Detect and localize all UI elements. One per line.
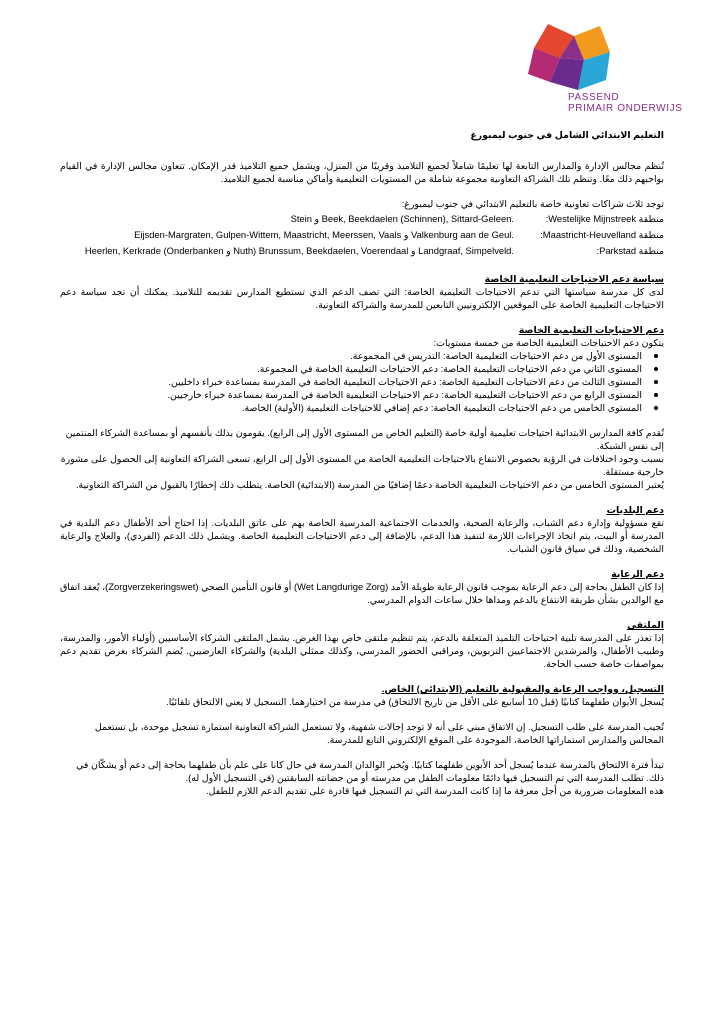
logo-text-line2: PRIMAIR ONDERWIJS xyxy=(568,103,683,114)
region-row xyxy=(60,228,664,244)
municipalities-heading: دعم البلديات xyxy=(606,504,664,515)
registration-paragraph-2: تُجيب المدرسة على طلب التسجيل. إن الاتفاق مبني على أنه لا توجد إحالات شفهية، ولا تستعمل الشراكة التعاونية استمارة تسجيل موحدة، بل تستعمل المجالس والمدارس استماراتها الخاصة، الموجودة على الموقع الإلكتروني التابع للمدرسة. xyxy=(94,721,664,745)
forum-heading: الملتقى xyxy=(627,619,664,630)
region-cities: Eijsden-Margraten, Gulpen-Wittem, Maastricht, Meerssen, Vaals و Valkenburg aan de Geul. xyxy=(134,229,514,240)
policy-heading: سياسة دعم الاحتياجات التعليمية الخاصة xyxy=(484,273,664,284)
region-cities: Stein و Beek, Beekdaelen (Schinnen), Sittard-Geleen. xyxy=(290,213,514,224)
region-name: منطقة Westelijke Mijnstreek: xyxy=(545,213,664,224)
regions-table xyxy=(60,212,664,260)
registration-heading: التسجيل، وواجب الرعاية والمقبولية بالتعليم (الابتدائي) الخاص. xyxy=(381,683,664,694)
list-item: المستوى الأول من دعم الاحتياجات التعليمية الخاصة: التدريس في المجموعة. xyxy=(60,349,642,362)
region-row xyxy=(60,244,664,260)
list-item: المستوى الثاني من دعم الاحتياجات التعليمية الخاصة: دعم الاحتياجات التعليمية الخاصة في المجموعة. xyxy=(60,362,642,375)
list-item: المستوى الخامس من دعم الاحتياجات التعليمية الخاصة: دعم إضافي للاحتياجات التعليمية (الأولية) الخاصة. xyxy=(60,401,642,414)
municipalities-text: تقع مسؤولية وإدارة دعم الشباب، والرعاية الصحية، والخدمات الاجتماعية المدرسية الخاصة بهم على عاتق البلديات. إذا احتاج أحد الأطفال دعم البلدية في المدرسة أو البيت، يتم اتخاذ الإجراءات اللازمة لتنفيذ هذا الدعم، بالإضافة إلى دعم الاحتياجات التعليمية الخاصة. ويشمل ذلك الدعم (الفردي)، والعلاج والرعاية الشخصية، وذلك في سياق قانون الشباب. xyxy=(60,517,664,554)
support-paragraph-2: بسبب وجود اختلافات في الرؤية بخصوص الانتفاع بالاحتياجات التعليمية الخاصة من المستوى الأول إلى الرابع، تسعى الشراكة التعاونية إلى الحصول على مشورة خارجية مستقلة. xyxy=(60,453,664,477)
support-heading: دعم الاحتياجات التعليمية الخاصة xyxy=(518,324,664,335)
registration-paragraph-4: هذه المعلومات ضرورية من أجل معرفة ما إذا كانت المدرسة التي تم التسجيل فيها قادرة على تقديم الدعم اللازم للطفل. xyxy=(206,785,664,796)
list-item: المستوى الرابع من دعم الاحتياجات التعليمية الخاصة: دعم الاحتياجات التعليمية الخاصة في المدرسة بمساعدة خبراء خارجيين. xyxy=(60,388,642,401)
regions-intro: توجد ثلاث شراكات تعاونية خاصة بالتعليم الابتدائي في جنوب ليمبورغ: xyxy=(401,198,664,209)
registration-paragraph-1: يُسجل الأبوان طفلهما كتابيًا (قبل 10 أسابيع على الأقل من تاريخ الالتحاق) في مدرسة من اختيارهما. التسجيل لا يعني الالتحاق تلقائيًا. xyxy=(166,696,664,707)
support-levels-list xyxy=(60,349,664,414)
region-name: منطقة Maastricht-Heuvelland: xyxy=(540,229,664,240)
care-heading: دعم الرعاية xyxy=(611,568,664,579)
logo-text-line1: PASSEND xyxy=(568,92,620,103)
list-item: المستوى الثالث من دعم الاحتياجات التعليمية الخاصة: دعم الاحتياجات التعليمية الخاصة في المدرسة بمساعدة خبراء داخليين. xyxy=(60,375,642,388)
intro-paragraph: تُنظم مجالس الإدارة والمدارس التابعة لها تعليمًا شاملاً لجميع التلاميذ وقريبًا من المنزل، ويشمل جميع التلاميذ قدر الإمكان. تتعاون مجالس الإدارة في القيام بواجبهم ذلك معًا. وتنظم تلك الشراكة التعاونية مجموعة شاملة من المستويات التعليمية وأماكن مناسبة لجميع التلاميذ. xyxy=(60,160,664,184)
registration-paragraph-3: تبدأ فترة الالتحاق بالمدرسة عندما يُسجل أحد الأبوين طفلهما كتابيًا. ويُخبر الوالدان المدرسة في حال كانا على علم بأن طفلهما بحاجة إلى دعم أو يشكّان في ذلك. تطلب المدرسة التي تم التسجيل فيها دائمًا معلومات الطفل من مدرسته أو من حضانته السابقتين (في التسجيل الأول له). xyxy=(76,759,664,783)
support-paragraph-1: تُقدم كافة المدارس الابتدائية احتياجات تعليمية أولية خاصة (التعليم الخاص من المستوى الأول إلى الرابع). يقومون بذلك بأنفسهم أو بمساعدة الشركاء المنتمين إلى نفس الشبكة. xyxy=(65,427,664,451)
region-row xyxy=(60,212,664,228)
document-title: التعليم الابتدائي الشامل في جنوب ليمبورغ xyxy=(470,129,664,140)
passend-primair-onderwijs-logo xyxy=(524,22,614,94)
forum-text: إذا تعذر على المدرسة تلبية احتياجات التلميذ المتعلقة بالدعم، يتم تنظيم ملتقى خاص بهذا الغرض. يشمل الملتقى الشركاء الأساسيين (أولياء الأمور، والمدرسة، وطبيب الأطفال، والمرشدين الاجتماعيين التربويين، ومراقبي الحضور المدرسي، وكذلك ممثلي البلدية) والشركاء العارضيين. يُضم الشركاء بغرض تقديم دعم بمواصفات خاصة حسب الحاجة. xyxy=(60,632,664,669)
support-intro: يتكون دعم الاحتياجات التعليمية الخاصة من خمسة مستويات: xyxy=(433,337,664,348)
region-name: منطقة Parkstad: xyxy=(596,245,664,256)
policy-text: لدى كل مدرسة سياستها التي تدعم الاحتياجات التعليمية الخاصة: التي تصف الدعم الذي تستطيع المدارس تقديمه للتلاميذ. يمكنك أن تجد سياسة دعم الاحتياجات التعليمية الخاصة على الموقعين الإلكترونيين التابعين للمدرسة والشراكة التعاونية. xyxy=(60,286,664,310)
support-paragraph-3: يُعتبر المستوى الخامس من دعم الاحتياجات التعليمية الخاصة دعمًا إضافيًا من المدرسة (الابتدائية) الخاصة. يتطلب ذلك إخطارًا بالقبول من الشراكة التعاونية. xyxy=(75,479,664,490)
document-body xyxy=(60,128,664,797)
region-cities: Heerlen, Kerkrade (Onderbanken و Nuth) Brunssum, Beekdaelen, Voerendaal و Landgraaf, Simpelveld. xyxy=(84,245,514,256)
logo-wordmark xyxy=(568,92,682,114)
care-text: إذا كان الطفل بحاجة إلى دعم الرعاية بموجب قانون الرعاية طويلة الأمد (Wet Langdurige Zorg) أو قانون التأمين الصحي (Zorgverzekeringswet)، يُعقد اتفاق مع الوالدين بشأن طريقة الانتفاع بالدعم ومداها خلال ساعات الدوام المدرسي. xyxy=(60,581,664,605)
